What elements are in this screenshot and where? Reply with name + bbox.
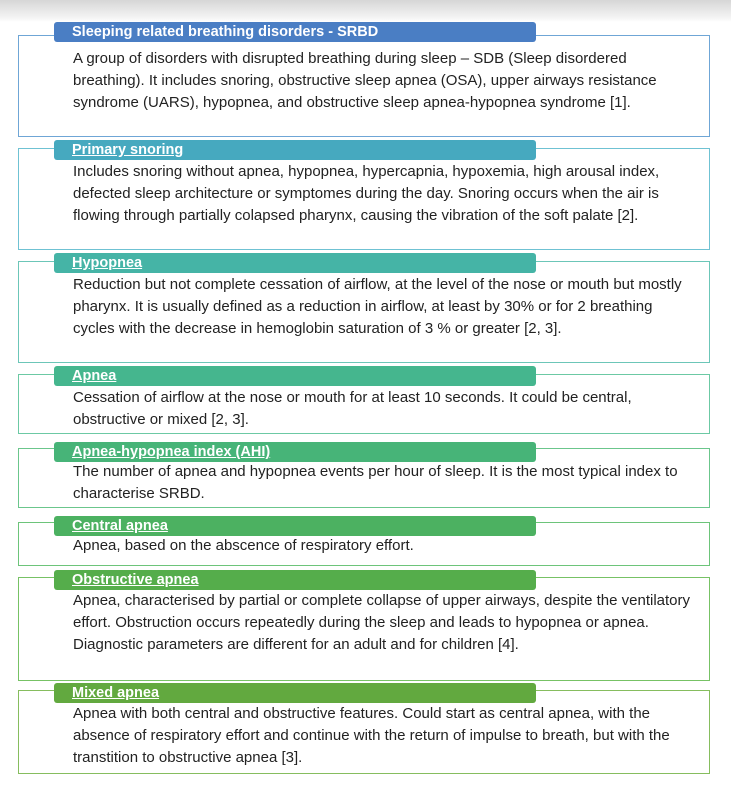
definition-title: Obstructive apnea: [54, 570, 536, 590]
definition-box: [18, 577, 710, 681]
definition-text: Reduction but not complete cessation of airflow, at the level of the nose or mouth but mostly pharynx. It is usually defined as a reduction in airflow, at least by 30% or for 2 breathing cycles with the decrease in hemoglobin saturation of 3 % or greater [2, 3].: [73, 276, 682, 337]
definition-title: Sleeping related breathing disorders - SRBD: [54, 22, 536, 42]
definition-text: Apnea, characterised by partial or complete collapse of upper airways, despite the ventilatory effort. Obstruction occurs repeatedly during the sleep and leads to hypopnea or apnea. Diagnostic parameters are different for an adult and for children [4].: [73, 592, 690, 653]
definition-title: Apnea: [54, 366, 536, 386]
definition-title: Mixed apnea: [54, 683, 536, 703]
definition-text: Apnea, based on the abscence of respiratory effort.: [73, 537, 414, 554]
definition-title: Apnea-hypopnea index (AHI): [54, 442, 536, 462]
definition-title: Hypopnea: [54, 253, 536, 273]
definition-box: [18, 35, 710, 137]
definition-text: Apnea with both central and obstructive features. Could start as central apnea, with the absence of respiratory effort and continue with the return of impulse to breath, but with the transtition to obstructive apnea [3].: [73, 705, 670, 766]
definition-text: A group of disorders with disrupted breathing during sleep – SDB (Sleep disordered breathing). It includes snoring, obstructive sleep apnea (OSA), upper airways resistance syndrome (UARS), hypopnea, and obstructive sleep apnea-hypopnea syndrome [1].: [73, 50, 657, 111]
definition-title: Primary snoring: [54, 140, 536, 160]
top-gradient-bar: [0, 0, 731, 22]
definition-text: The number of apnea and hypopnea events per hour of sleep. It is the most typical index to characterise SRBD.: [73, 463, 678, 502]
definition-text: Includes snoring without apnea, hypopnea, hypercapnia, hypoxemia, high arousal index, defected sleep architecture or symptomes during the day. Snoring occurs when the air is flowing through partially colapsed pharynx, causing the vibration of the soft palate [2].: [73, 163, 660, 224]
definition-box: [18, 148, 710, 250]
definition-text: Cessation of airflow at the nose or mouth for at least 10 seconds. It could be central, obstructive or mixed [2, 3].: [73, 389, 632, 428]
definition-box: [18, 261, 710, 363]
definition-title: Central apnea: [54, 516, 536, 536]
